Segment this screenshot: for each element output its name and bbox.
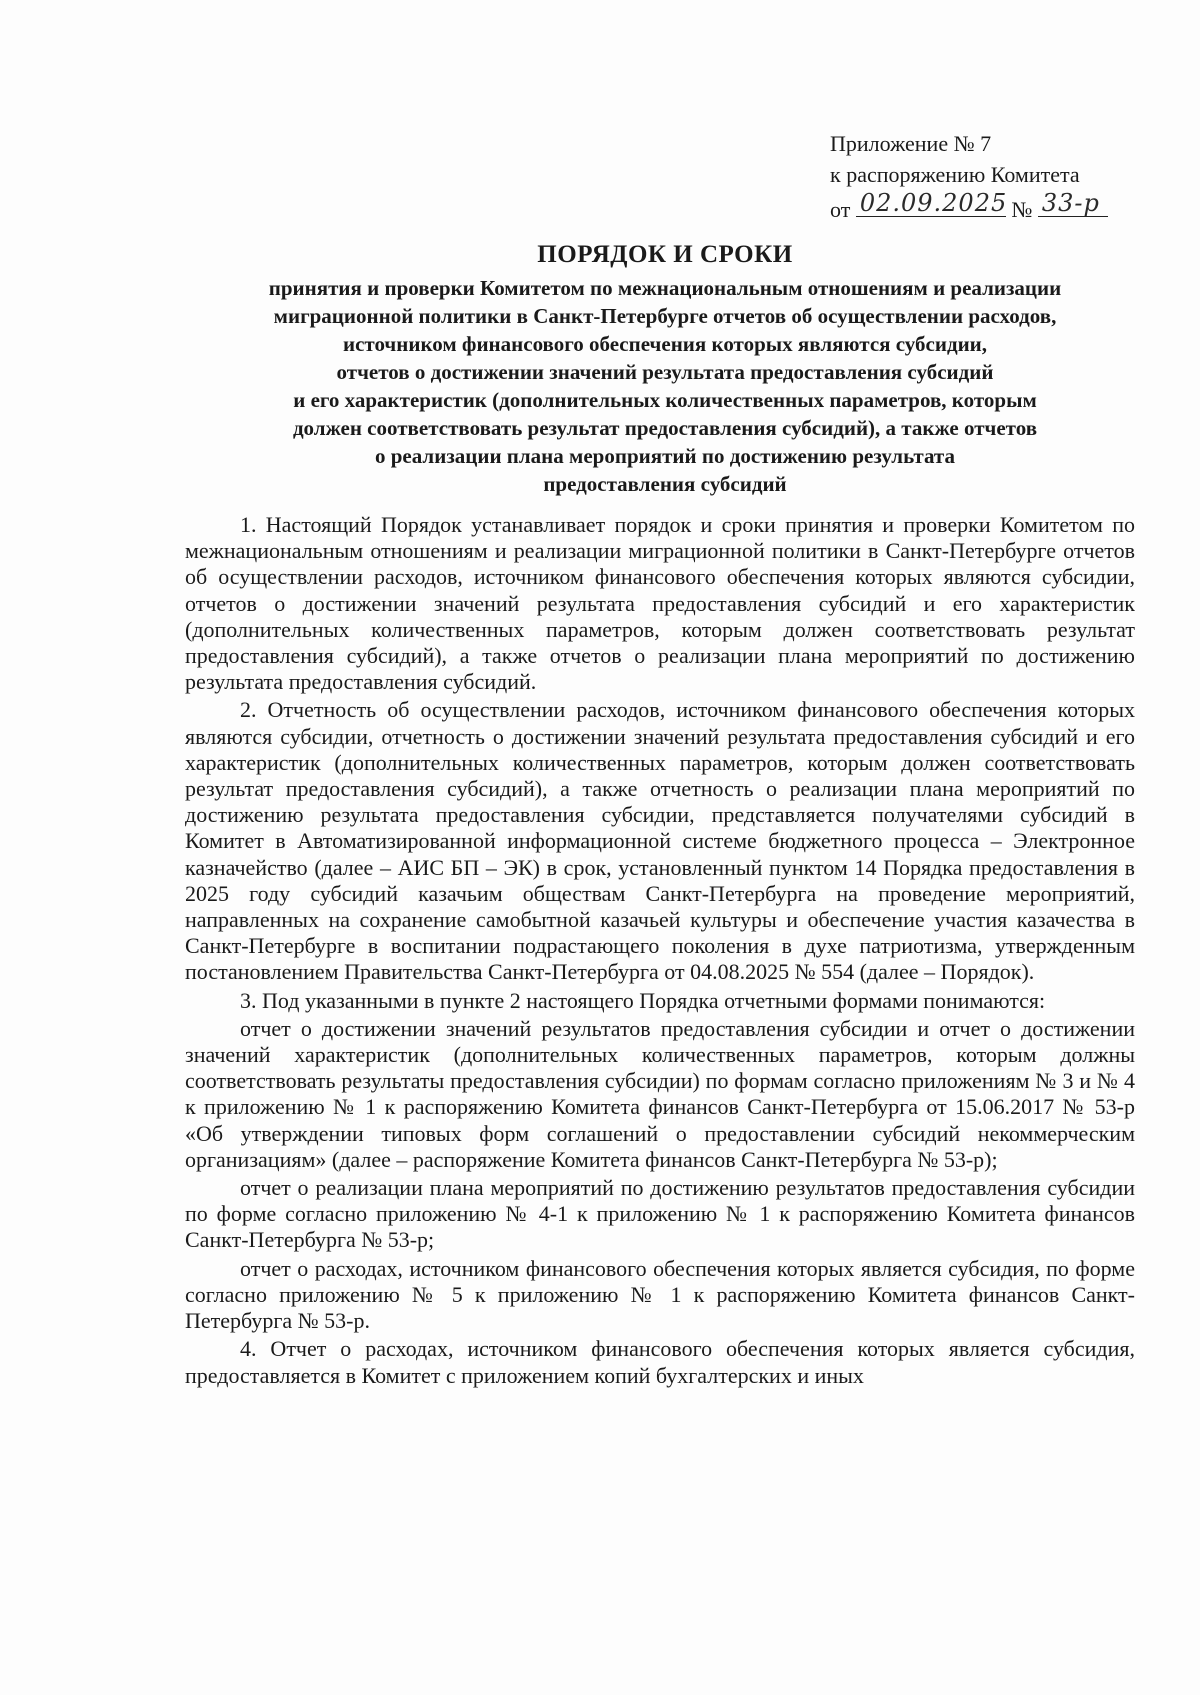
appendix-number: Приложение № 7 xyxy=(830,131,992,156)
title-line: принятия и проверки Комитетом по межнациональным отношениям и реализации xyxy=(268,276,1062,300)
document-title xyxy=(200,236,1130,498)
number-field xyxy=(1038,190,1108,217)
title-line: отчетов о достижении значений результата предоставления субсидий xyxy=(336,360,994,384)
title-line: предоставления субсидий xyxy=(543,472,787,496)
title-line: и его характеристик (дополнительных количественных параметров, которым xyxy=(293,388,1037,412)
document-body xyxy=(185,512,1135,1391)
date-prefix: от xyxy=(830,197,851,222)
paragraph-2: 2. Отчетность об осуществлении расходов, источником финансового обеспечения которых являются субсидии, отчетность о достижении значений результата предоставления субсидий и его характеристик (дополнительных количественных параметров, которым должен соответствовать результат предоставления субсидий), а также отчетность о реализации плана мероприятий по достижению результата предоставления субсидии, представляется получателями субсидий в Комитет в Автоматизированной информационной системе бюджетного процесса – Электронное казначейство (далее – АИС БП – ЭК) в срок, установленный пунктом 14 Порядка предоставления в 2025 году субсидий казачьим обществам Санкт-Петербурга на проведение мероприятий, направленных на сохранение самобытной казачьей культуры и обеспечение участия казачества в Санкт-Петербурге в воспитании подрастающего поколения в духе патриотизма, утвержденным постановлением Правительства Санкт-Петербурга от 04.08.2025 № 554 (далее – Порядок). xyxy=(185,697,1135,985)
title-line: миграционной политики в Санкт-Петербурге отчетов об осуществлении расходов, xyxy=(273,304,1057,328)
paragraph-3-item-1: отчет о достижении значений результатов предоставления субсидии и отчет о достижении значений характеристик (дополнительных количественных параметров, которым должны соответствовать результаты предоставления субсидии) по формам согласно приложениям № 3 и № 4 к приложению № 1 к распоряжению Комитета финансов Санкт-Петербурга от 15.06.2017 № 53-р «Об утверждении типовых форм соглашений о предоставлении субсидий некоммерческим организациям» (далее – распоряжение Комитета финансов Санкт-Петербурга № 53-р); xyxy=(185,1015,1135,1172)
appendix-reference: к распоряжению Комитета xyxy=(830,162,1080,187)
paragraph-3-item-3: отчет о расходах, источником финансового обеспечения которых является субсидия, по форме согласно приложению № 5 к приложению № 1 к распоряжению Комитета финансов Санкт-Петербурга № 53-р. xyxy=(185,1255,1135,1334)
appendix-header xyxy=(830,128,1130,225)
title-main: ПОРЯДОК И СРОКИ xyxy=(537,241,793,268)
title-line: источником финансового обеспечения которых являются субсидии, xyxy=(342,332,988,356)
paragraph-1: 1. Настоящий Порядок устанавливает порядок и сроки принятия и проверки Комитетом по межнациональным отношениям и реализации миграционной политики в Санкт-Петербурге отчетов об осуществлении расходов, источником финансового обеспечения которых являются субсидии, отчетов о достижении значений результата предоставления субсидий и его характеристик (дополнительных количественных параметров, которым должен соответствовать результат предоставления субсидий), а также отчетов о реализации плана мероприятий по достижению результата предоставления субсидий. xyxy=(185,512,1135,695)
number-prefix: № xyxy=(1011,197,1033,222)
paragraph-3: 3. Под указанными в пункте 2 настоящего Порядка отчетными формами понимаются: xyxy=(240,987,1046,1013)
paragraph-4: 4. Отчет о расходах, источником финансового обеспечения которых является субсидия, предоставляется в Комитет с приложением копий бухгалтерских и иных xyxy=(185,1336,1135,1388)
handwritten-number: 33-р xyxy=(1041,189,1100,217)
handwritten-date: 02.09.2025 xyxy=(859,189,1008,217)
appendix-date-line xyxy=(830,190,1130,225)
title-line: о реализации плана мероприятий по достижению результата xyxy=(375,444,955,468)
paragraph-3-item-2: отчет о реализации плана мероприятий по достижению результатов предоставления субсидии по форме согласно приложению № 4-1 к приложению № 1 к распоряжению Комитета финансов Санкт-Петербурга № 53-р; xyxy=(185,1175,1135,1253)
date-field xyxy=(856,190,1006,217)
title-line: должен соответствовать результат предоставления субсидий), а также отчетов xyxy=(292,416,1038,440)
